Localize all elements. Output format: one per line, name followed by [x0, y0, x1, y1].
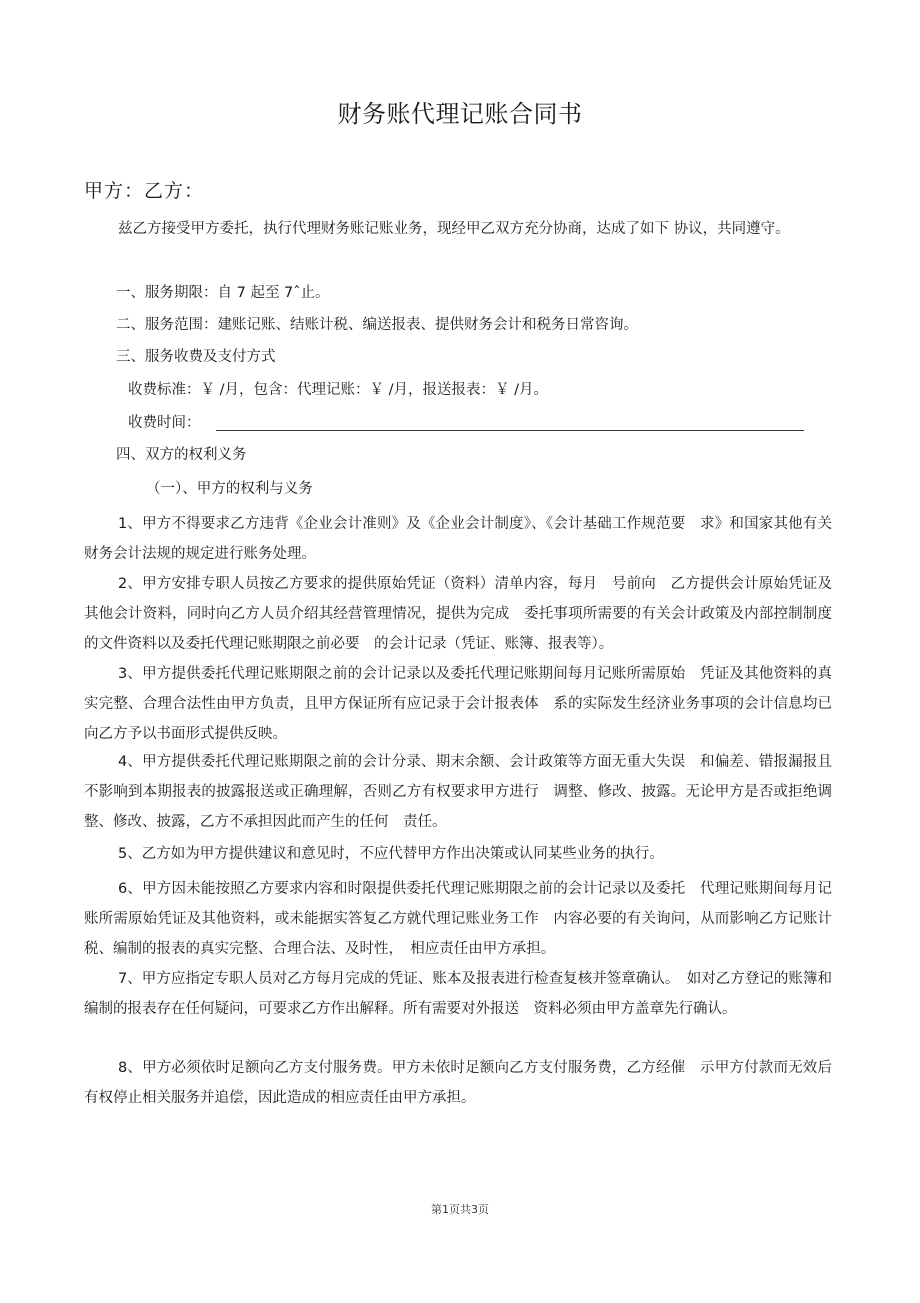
clause-5: 5、乙方如为甲方提供建议和意见时，不应代替甲方作出决策或认同某些业务的执行。 [118, 846, 664, 862]
party-a-heading: （一）、甲方的权利与义务 [146, 481, 313, 497]
fee-time-label: 收费时间： [128, 415, 201, 431]
clause-2: 2、甲方安排专职人员按乙方要求的提供原始凭证（资料）清单内容，每月 号前向 乙方提供会计原始凭证及其他会计资料，同时向乙方人员介绍其经营管理情况，提供为完成 委托事项所需要的有关会计政策及内部控制制度的文件资料以及委托代理记账期限之前必要 的会计记录（凭证、账簿、报表等）。 [84, 576, 832, 652]
fee-time-blank-line [216, 430, 804, 431]
clause-1: 1、甲方不得要求乙方违背《企业会计准则》及《企业会计制度》、《会计基础工作规范要 求》和国家其他有关财务会计法规的规定进行账务处理。 [84, 516, 832, 562]
fee-heading: 三、服务收费及支付方式 [116, 349, 276, 365]
service-period: 一、服务期限：自 7 起至 7ˆ止。 [116, 285, 330, 301]
document-title: 财务账代理记账合同书 [337, 100, 583, 128]
clause-3: 3、甲方提供委托代理记账期限之前的会计记录以及委托代理记账期间每月记账所需原始 凭证及其他资料的真实完整、合理合法性由甲方负责，且甲方保证所有应记录于会计报表体 系的实际发生经济业务事项的会计信息均已向乙方予以书面形式提供反映。 [84, 666, 832, 742]
rights-heading: 四、双方的权利义务 [116, 447, 247, 463]
intro-paragraph: 兹乙方接受甲方委托，执行代理财务账记账业务，现经甲乙双方充分协商，达成了如下 协议，共同遵守。 [118, 221, 790, 237]
page-number-footer: 第1页共3页 [431, 1203, 489, 1216]
fee-standard: 收费标准：￥ /月，包含：代理记账：￥ /月，报送报表：￥ /月。 [128, 382, 548, 398]
parties-line: 甲方：乙方： [84, 180, 205, 202]
service-scope: 二、服务范围：建账记账、结账计税、编送报表、提供财务会计和税务日常咨询。 [116, 317, 638, 333]
clause-7: 7、甲方应指定专职人员对乙方每月完成的凭证、账本及报表进行检查复核并签章确认。 如对乙方登记的账簿和编制的报表存在任何疑问，可要求乙方作出解释。所有需要对外报送 资料必须由甲方盖章先行确认。 [84, 971, 832, 1017]
clause-6: 6、甲方因未能按照乙方要求内容和时限提供委托代理记账期限之前的会计记录以及委托 代理记账期间每月记账所需原始凭证及其他资料，或未能据实答复乙方就代理记账业务工作 内容必要的有关询问，从而影响乙方记账计税、编制的报表的真实完整、合理合法、及时性， 相应责任由甲方承担。 [84, 881, 832, 957]
clause-4: 4、甲方提供委托代理记账期限之前的会计分录、期末余额、会计政策等方面无重大失误 和偏差、错报漏报且不影响到本期报表的披露报送或正确理解，否则乙方有权要求甲方进行 调整、修改、披露。无论甲方是否或拒绝调整、修改、披露，乙方不承担因此而产生的任何 责任。 [84, 754, 832, 830]
clause-8: 8、甲方必须依时足额向乙方支付服务费。甲方未依时足额向乙方支付服务费，乙方经催 示甲方付款而无效后有权停止相关服务并追偿，因此造成的相应责任由甲方承担。 [84, 1060, 832, 1106]
